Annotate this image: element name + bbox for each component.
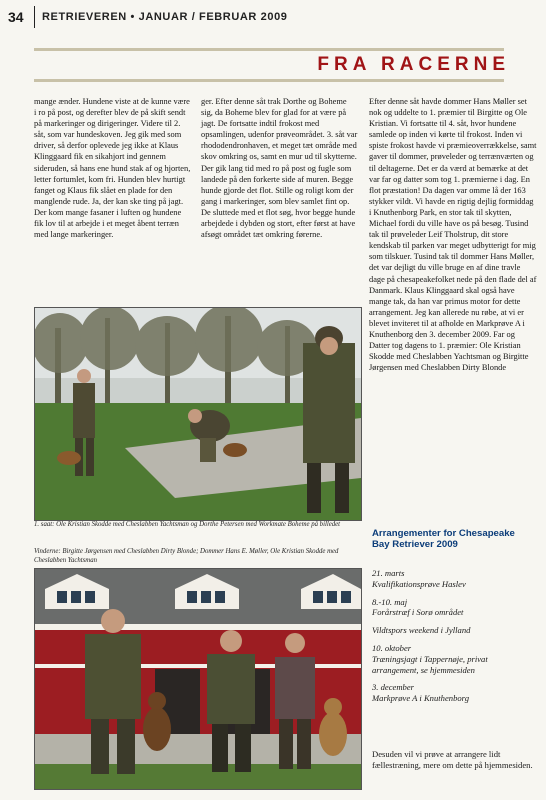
- article-column-1: [34, 96, 192, 240]
- event-item: [372, 568, 536, 590]
- event-date: 21. marts: [372, 568, 405, 578]
- article-column-3: [369, 96, 537, 373]
- event-item: [372, 643, 536, 675]
- running-head: RETRIEVEREN • JANUAR / FEBRUAR 2009: [42, 11, 288, 23]
- photo-hunting-scene: [34, 307, 362, 521]
- event-text: Markprøve A i Knuthenborg: [372, 693, 469, 704]
- section-title: FRA RACERNE: [317, 54, 510, 75]
- event-item: [372, 682, 536, 704]
- photo-caption-1: 1. saat: Ole Kristian Skodde med Cheslabben Yachtsman og Dorthe Petersen med Workmate Boheme på billedet: [34, 521, 341, 528]
- photo-winners-image: [35, 569, 361, 789]
- event-date: 3. december: [372, 682, 414, 693]
- event-date: 10. oktober: [372, 642, 412, 653]
- article-column-2: [201, 96, 360, 240]
- photo-hunting-scene-image: [35, 308, 361, 520]
- page-number: 34: [8, 9, 24, 25]
- event-item: [372, 625, 536, 636]
- event-item: [372, 597, 536, 619]
- event-text: Kvalifikationsprøve Haslev: [372, 578, 466, 589]
- title-rule-bottom: [34, 79, 504, 82]
- event-date: 8.-10. maj: [372, 596, 408, 607]
- article-text-2: ger. Efter denne såt trak Dorthe og Boheme sig, da Boheme blev for glad for at være på jagt. De fortsatte indtil frokost med opsamlingen, udenfor prøveområdet. 3. såt var rhododendronhaven, et meget tæt område med skov omkring os, samt en mur ud til skytterne. Der gik lang tid med ro på post og fugle som landede på den forkerte side af muren. Begge hunde gjorde det flot. Stille og roligt kom der gang i markeringer, som blev samlet fint op. De sluttede med et flot søg, hvor begge hunde arbejdede i dybden og stort, efter først at have afsøgt området tæt omkring førerne.: [201, 97, 358, 240]
- photo-caption-2: Vinderne: Birgitte Jørgensen med Cheslabben Dirty Blonde; Dommer Hans E. Møller, Ole Kristian Skodde med Cheslabben Yachtsman: [34, 548, 339, 564]
- events-sidebar-title: Arrangementer for Chesapeake Bay Retriever 2009: [372, 528, 515, 550]
- events-closing-text: Desuden vil vi prøve at arrangere lidt fællestræning, mere om dette på hjemmesiden.: [372, 749, 533, 770]
- header-divider: [34, 6, 35, 28]
- photo-winners: [34, 568, 362, 790]
- event-text: Forårstræf i Sorø området: [372, 607, 464, 618]
- event-text: Træningsjagt i Tappernøje, privat arrangement, se hjemmesiden: [372, 653, 488, 675]
- article-text-1: mange ænder. Hundene viste at de kunne være i ro på post, og derefter blev de på skift sendt på markeringer og dirigeringer. Videre til 2. såt, som var hundeskoven. Jeg gik med som driver, så derfor oplevede jeg ikke at Klaus Klinggaard fik en sikahjort ind gennem sideruden, så hans ene hund stak af og hjorten, letter fortumlet, kom fri. Hunden blev hurtigt fanget og Klaus fik slået en plade for den manglende rude. Ja, der kan ske ting på jagt. Der kom mange fasaner i luften og hundene fik lov til at arbejde i et meget åbent terræn med lange markeringer.: [34, 97, 191, 240]
- title-rule-top: [34, 48, 504, 51]
- events-list: [372, 568, 536, 711]
- article-text-3: Efter denne såt havde dommer Hans Møller set nok og uddelte to 1. præmier til Birgitte og Ole Kristian. Vi fortsatte til 4. såt, hvor hundene samlede op inden vi kørte til frokost. Inden vi spiste frokost havde vi præmieoverrækkelse, samt gaver til dommer, prøveleder og terrænværten og til deltagerne. Det er da værd at bemærke at det var far og datter som tog 1. præmierne i dag. En flot præstation! Da dagen var omme lå der 163 stykker vildt. Vi havde en rigtig dejlig formiddag i Knuthenborg Park, en stor tak til skytten, Michael fordi du ville have os på besøg. Tusind tak til prøveleder Leif Tholstrup, dit store kendskab til parken var meget udbytterigt for mig som tilskuer. Tusind tak til dommer Hans Møller, det var dejligt du ville bruge en af dine travle dage på chesapeakefolket nede på den flade del af Danmark. Klaus Klinggaard skal også have mange tak, da han var primus motor for dette arrangement. Jeg kan allerede nu røbe, at vi er blevet inviteret til at afholde en Markprøve A i Knuthenborg den 3. december 2009. Far og Datter tog dagens to 1. præmier: Ole Kristian Skodde med Cheslabben Yachtsman og Birgitte Jørgensen med Cheslabben Dirty Blonde: [369, 97, 537, 373]
- event-text: Vildtspors weekend i Jylland: [372, 625, 471, 636]
